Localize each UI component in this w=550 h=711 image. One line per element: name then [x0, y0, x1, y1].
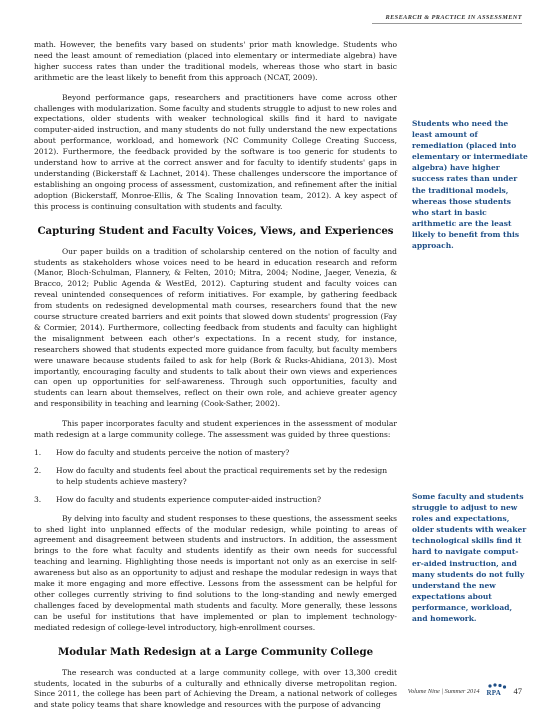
- list-number: 2.: [34, 465, 42, 475]
- volume-label: Volume Nine | Summer 2014: [407, 687, 480, 695]
- list-item: [34, 466, 397, 488]
- pull-quote: Some faculty and students struggle to adjust to new roles and expectations, older students with weaker technological skills find it hard to navigate comput-er-aided instruction, and many students do not fully understand the new expectations about performance, workload, and homework.: [412, 492, 527, 624]
- paragraph: The research was conducted at a large community college, with over 13,300 credit students, located in the suburbs of a culturally and ethnically diverse metropolitan region. Since 2011, the college has been part of Achieving the Dream, a national network of colleges and state policy teams that share knowledge and resources with the purpose of advancing: [34, 667, 397, 710]
- main-column: [34, 40, 397, 711]
- paragraph: Our paper builds on a tradition of scholarship centered on the notion of faculty and students as stakeholders whose voices need to be heard in education research and reform (Manor, Bloch-Schulman, Flannery, & Felten, 2010; Mitra, 2004; Nodine, Jaeger, Venezia, & Bracco, 2012; Public Agenda & WestEd, 2012). Capturing student and faculty voices can reveal unintended consequences of reform initiatives. For example, by gathering feedback from students on redesigned developmental math courses, researchers found that the new course structure created barriers and exit points that slowed down students' progression (Fay & Cormier, 2014). Furthermore, collecting feedback from students and faculty can highlight the misalignment between each other's expectations. In a recent study, for instance, researchers showed that students expected more guidance from faculty, but faculty members were unaware because students failed to ask for help (Bork & Rucks-Ahidiana, 2013). Most importantly, encouraging faculty and students to talk about their own views and experiences can open up opportunities for self-awareness. Through such opportunities, faculty and students can learn about themselves, reflect on their own role, and achieve greater agency and responsibility in teaching and learning (Cook-Sather, 2002).: [34, 246, 397, 409]
- pull-quote: Students who need the least amount of remediation (placed into elementary or intermediate algebra) have higher success rates than under the traditional models, whereas those students who start in basic arithmetic are the least likely to benefit from this approach.: [412, 119, 528, 251]
- logo-text: RPA: [486, 689, 501, 697]
- list-text: How do faculty and students feel about the practical requirements set by the redesign to help students achieve mastery?: [56, 465, 388, 486]
- paragraph: math. However, the benefits vary based on students' prior math knowledge. Students who need the least amount of remediation (placed into elementary or intermediate algebra) have higher success rates than under the traditional models, whereas those who start in basic arithmetic are the least likely to benefit from this approach (NCAT, 2009).: [34, 40, 397, 82]
- list-text: How do faculty and students perceive the notion of mastery?: [56, 448, 290, 457]
- section-heading: Capturing Student and Faculty Voices, Views, and Experiences: [37, 224, 394, 237]
- rpa-logo-icon: [486, 683, 508, 699]
- paragraph: By delving into faculty and student responses to these questions, the assessment seeks to shed light into unplanned effects of the modular redesign, while pointing to areas of agreement and disagreement between students and instructors. In addition, the assessment brings to the fore what faculty and students identify as their own needs for successful teaching and learning. Highlighting those needs is important not only as an exercise in self-awareness but also as an opportunity to adjust and reshape the modular redesign in ways that make it more engaging and more effective. Lessons from the assessment can be helpful for other colleges currently striving to find solutions to the long-standing and newly emerged challenges faced by developmental math students and faculty. More generally, these lessons can be useful for institutions that have implemented or plan to implement technology-mediated redesign of college-level introductory, high-enrollment courses.: [34, 513, 397, 632]
- question-list: [34, 448, 397, 506]
- list-number: 3.: [34, 494, 42, 504]
- list-number: 1.: [34, 448, 42, 457]
- page-number: 47: [513, 686, 522, 696]
- paragraph: Beyond performance gaps, researchers and practitioners have come across other challenges with modularization. Some faculty and students struggle to adjust to new roles and expectations, older students with weaker technological skills find it hard to navigate computer-aided instruction, and many students do not fully understand the new expectations about performance, workload, and homework (NC Community College Creating Success, 2012). Furthermore, the feedback provided by the software is too generic for students to understand how to arrive at the correct answer and for faculty to identify students' gaps in understanding (Bickerstaff & Lachnet, 2014). These challenges underscore the importance of establishing an ongoing process of assessment, customization, and refinement after the initial adoption (Bickerstaff, Monroe-Ellis, & The Scaling Innovation team, 2012). A key aspect of this process is continuing consultation with students and faculty.: [34, 92, 397, 211]
- section-heading: Modular Math Redesign at a Large Community College: [57, 645, 374, 658]
- running-header: RESEARCH & PRACTICE IN ASSESSMENT: [372, 14, 522, 24]
- list-item: [34, 448, 397, 459]
- footer: [408, 683, 522, 699]
- list-text: How do faculty and students experience computer-aided instruction?: [56, 494, 322, 504]
- list-item: [34, 495, 397, 506]
- paragraph: This paper incorporates faculty and student experiences in the assessment of modular math redesign at a large community college. The assessment was guided by three questions:: [34, 419, 397, 440]
